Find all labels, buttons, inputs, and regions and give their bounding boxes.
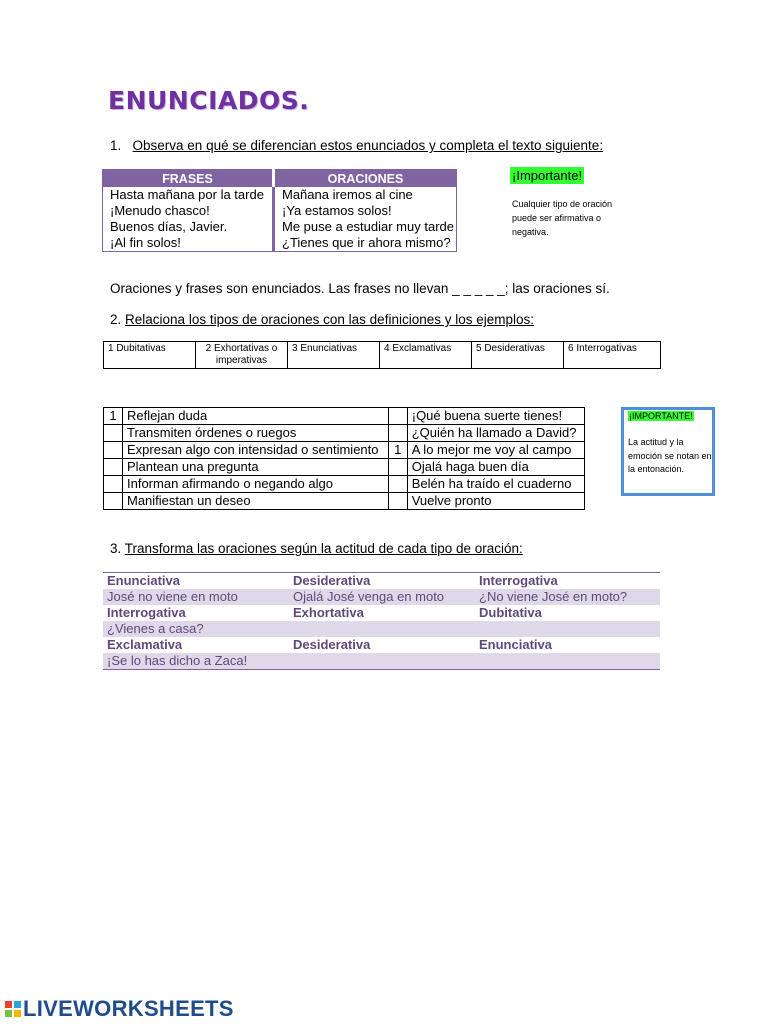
table-row — [104, 408, 585, 425]
example-number-field[interactable] — [388, 476, 407, 493]
type-cell: 1 Dubitativas — [104, 342, 196, 369]
sentence-field[interactable]: ¿No viene José en moto? — [475, 589, 660, 605]
question-2 — [110, 312, 534, 327]
liveworksheets-logo — [5, 996, 234, 1022]
table-row — [103, 219, 457, 235]
type-header: Desiderativa — [293, 573, 371, 588]
question-3-number: 3. — [110, 541, 122, 556]
definition-cell: Reflejan duda — [123, 408, 389, 425]
frase-cell: ¡Al fin solos! — [103, 235, 274, 252]
header-oraciones: ORACIONES — [274, 170, 457, 188]
logo-icon — [5, 1001, 21, 1017]
definition-number-field[interactable] — [104, 442, 123, 459]
sentence-row — [103, 653, 660, 670]
type-header: Exhortativa — [293, 605, 364, 620]
important-note: Cualquier tipo de oración puede ser afirmativa o negativa. — [512, 199, 613, 237]
table-row — [104, 459, 585, 476]
type-header: Exclamativa — [107, 637, 183, 652]
sentence-field[interactable] — [289, 653, 475, 670]
definition-number-field[interactable] — [104, 425, 123, 442]
definition-number-field[interactable] — [104, 493, 123, 510]
definition-cell: Manifiestan un deseo — [123, 493, 389, 510]
example-number-field[interactable] — [388, 425, 407, 442]
important-box — [621, 407, 715, 496]
sentence-types-table — [103, 341, 661, 369]
type-cell: 3 Enunciativas — [288, 342, 380, 369]
oracion-cell: Mañana iremos al cine — [282, 187, 413, 202]
sentence-row — [103, 589, 660, 605]
example-cell: ¿Quién ha llamado a David? — [407, 425, 584, 442]
type-header-row — [103, 573, 660, 590]
example-cell: A lo mejor me voy al campo — [407, 442, 584, 459]
important-box-note: La actitud y la emoción se notan en la entonación. — [628, 437, 712, 474]
type-cell: 2 Exhortativas o imperativas — [196, 342, 288, 369]
definition-cell: Expresan algo con intensidad o sentimiento — [123, 442, 389, 459]
header-frases: FRASES — [103, 170, 274, 188]
definition-cell: Informan afirmando o negando algo — [123, 476, 389, 493]
logo-text: LIVEWORKSHEETS — [23, 996, 234, 1021]
definition-cell: Plantean una pregunta — [123, 459, 389, 476]
type-header: Dubitativa — [479, 605, 542, 620]
type-header: Interrogativa — [107, 605, 186, 620]
example-cell: Belén ha traído el cuaderno — [407, 476, 584, 493]
example-cell: Vuelve pronto — [407, 493, 584, 510]
sentence-field[interactable] — [475, 653, 660, 670]
sentence-field[interactable]: José no viene en moto — [103, 589, 289, 605]
sentence-row — [103, 621, 660, 637]
type-cell: 6 Interrogativas — [564, 342, 661, 369]
frase-cell: Buenos días, Javier. — [103, 219, 274, 235]
oracion-cell: ¡Ya estamos solos! — [282, 203, 392, 218]
page-title: ENUNCIADOS. — [108, 86, 310, 115]
table-row — [103, 235, 457, 252]
question-3 — [110, 541, 523, 556]
example-number-field[interactable] — [388, 408, 407, 425]
type-cell: 5 Desiderativas — [472, 342, 564, 369]
table-row — [104, 493, 585, 510]
example-cell: Ojalá haga buen día — [407, 459, 584, 476]
question-1 — [110, 138, 603, 153]
definition-number-field[interactable] — [104, 476, 123, 493]
question-2-number: 2. — [110, 312, 122, 327]
sentence-field[interactable] — [475, 621, 660, 637]
question-2-text: Relaciona los tipos de oraciones con las definiciones y los ejemplos: — [125, 312, 535, 327]
type-header-row — [103, 605, 660, 621]
oracion-cell: Me puse a estudiar muy tarde — [282, 219, 454, 234]
sentence-field[interactable]: Ojalá José venga en moto — [289, 589, 475, 605]
sentence-field[interactable] — [289, 621, 475, 637]
example-number-field[interactable]: 1 — [388, 442, 407, 459]
definition-number-field[interactable] — [104, 459, 123, 476]
table-row — [103, 187, 457, 203]
table-row — [103, 203, 457, 219]
type-header: Enunciativa — [107, 573, 180, 588]
type-cell: 4 Exclamativas — [380, 342, 472, 369]
table-row — [104, 425, 585, 442]
example-number-field[interactable] — [388, 493, 407, 510]
match-table — [103, 407, 585, 510]
type-header-row — [103, 637, 660, 653]
fill-in-sentence: Oraciones y frases son enunciados. Las frases no llevan _ _ _ _ _; las oraciones sí. — [110, 281, 610, 296]
frases-oraciones-table — [102, 169, 457, 252]
important-label: ¡Importante! — [512, 168, 583, 183]
frase-cell: ¡Menudo chasco! — [103, 203, 274, 219]
table-row — [104, 476, 585, 493]
definition-number-field[interactable]: 1 — [104, 408, 123, 425]
question-1-number: 1. — [110, 138, 122, 153]
example-number-field[interactable] — [388, 459, 407, 476]
type-header: Interrogativa — [479, 573, 558, 588]
question-1-text: Observa en qué se diferencian estos enunciados y completa el texto siguiente: — [132, 138, 604, 153]
type-header: Enunciativa — [479, 637, 552, 652]
oracion-cell: ¿Tienes que ir ahora mismo? — [282, 235, 451, 250]
sentence-field[interactable]: ¡Se lo has dicho a Zaca! — [103, 653, 289, 670]
transform-table — [103, 572, 660, 670]
definition-cell: Transmiten órdenes o ruegos — [123, 425, 389, 442]
sentence-field[interactable]: ¿Vienes a casa? — [103, 621, 289, 637]
frase-cell: Hasta mañana por la tarde — [103, 187, 274, 203]
question-3-text: Transforma las oraciones según la actitud de cada tipo de oración: — [124, 541, 523, 556]
table-row — [104, 442, 585, 459]
example-cell: ¡Qué buena suerte tienes! — [407, 408, 584, 425]
important-box-label: ¡IMPORTANTE! — [629, 411, 693, 421]
type-header: Desiderativa — [293, 637, 371, 652]
